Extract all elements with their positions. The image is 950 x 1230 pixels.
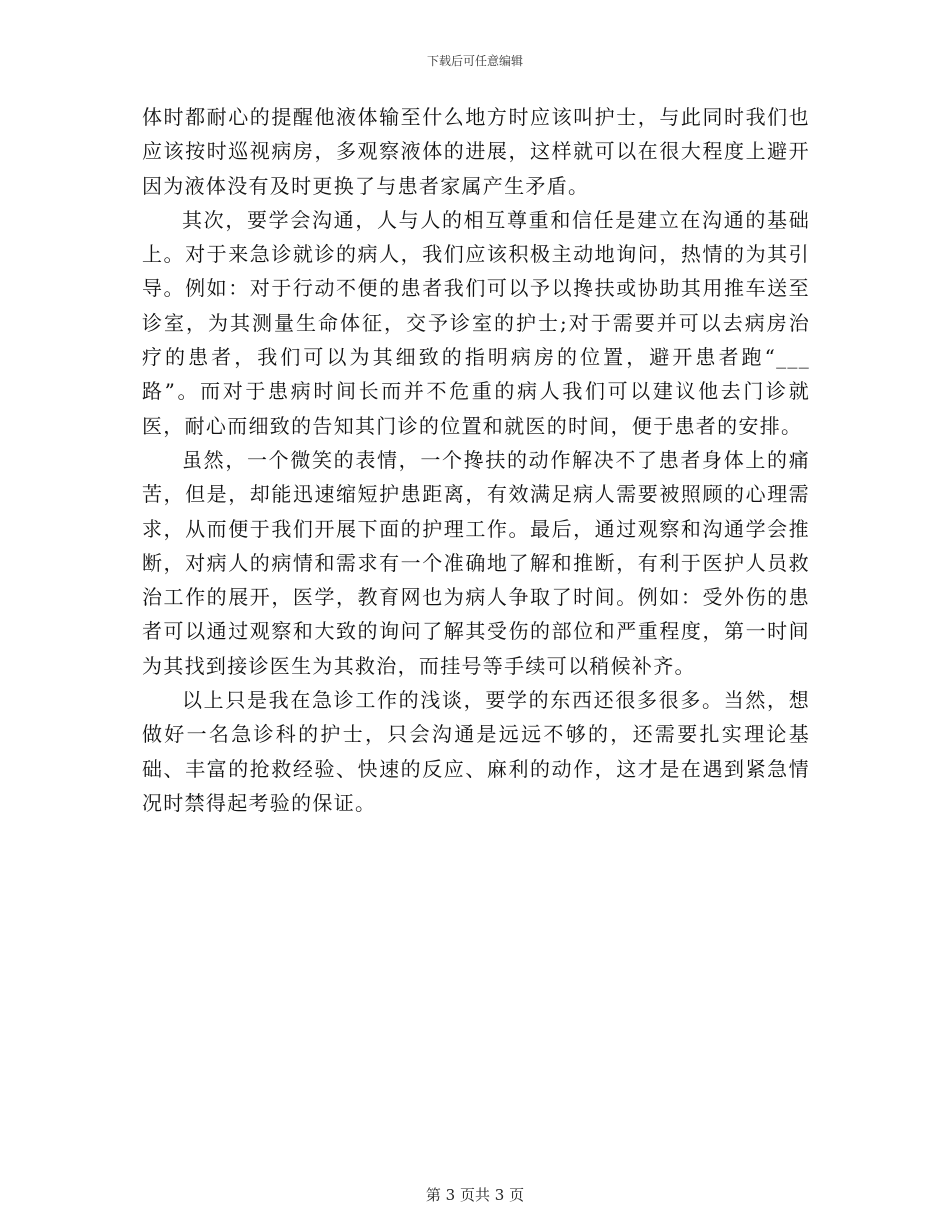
paragraph-communication: 其次，要学会沟通，人与人的相互尊重和信任是建立在沟通的基础上。对于来急诊就诊的病人，我们应该积极主动地询问，热情的为其引导。例如：对于行动不便的患者我们可以予以搀扶或协助其用推车送至诊室，为其测量生命体征，交予诊室的护士;对于需要并可以去病房治疗的患者，我们可以为其细致的指明病房的位置，避开患者跑“___路”。而对于患病时间长而并不危重的病人我们可以建议他去门诊就医，耐心而细致的告知其门诊的位置和就医的时间，便于患者的安排。 [142,207,810,438]
page-header: 下载后可任意编辑 [426,54,523,68]
paragraph-conclusion: 以上只是我在急诊工作的浅谈，要学的东西还很多很多。当然，想做好一名急诊科的护士，只会沟通是远远不够的，还需要扎实理论基础、丰富的抢救经验、快速的反应、麻利的动作，这才是在遇到紧急情况时禁得起考验的保证。 [142,688,810,815]
page-number: 第 3 页共 3 页 [425,1186,525,1204]
document-body [142,100,810,820]
paragraph-observation: 虽然，一个微笑的表情，一个搀扶的动作解决不了患者身体上的痛苦，但是，却能迅速缩短护患距离，有效满足病人需要被照顾的心理需求，从而便于我们开展下面的护理工作。最后，通过观察和沟通学会推断，对病人的病情和需求有一个准确地了解和推断，有利于医护人员救治工作的展开，医学，教育网也为病人争取了时间。例如：受外伤的患者可以通过观察和大致的询问了解其受伤的部位和严重程度，第一时间为其找到接诊医生为其救治，而挂号等手续可以稍候补齐。 [142,447,810,678]
paragraph-continuation: 体时都耐心的提醒他液体输至什么地方时应该叫护士，与此同时我们也应该按时巡视病房，多观察液体的进展，这样就可以在很大程度上避开因为液体没有及时更换了与患者家属产生矛盾。 [142,105,810,198]
